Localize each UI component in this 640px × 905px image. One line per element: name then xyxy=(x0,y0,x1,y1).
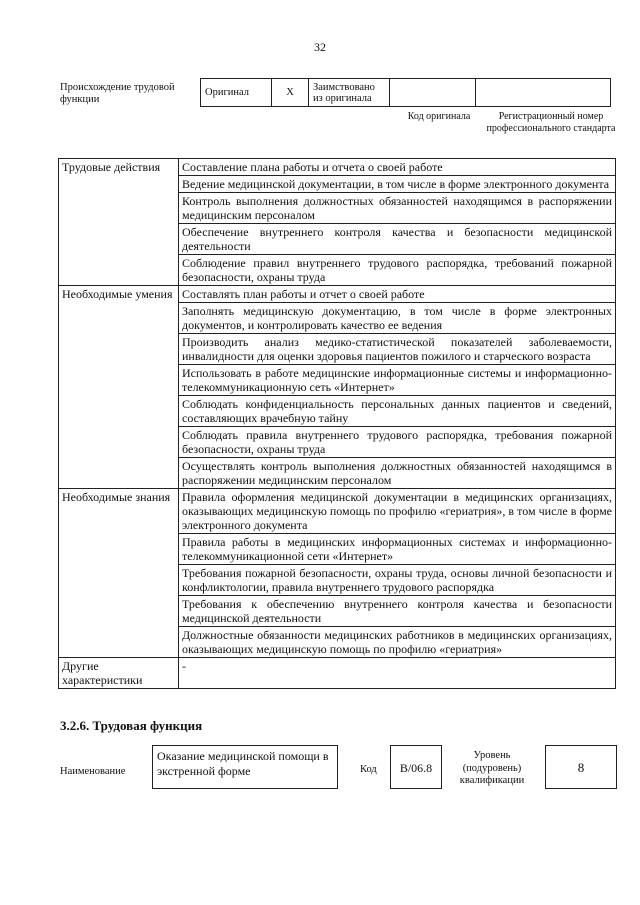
row-item: - xyxy=(179,658,616,689)
origin-reg-caption: Регистрационный номер профессионального стандарта xyxy=(486,111,616,134)
row-item: Соблюдать правила внутреннего трудового распорядка, требования пожарной безопасности, охраны труда xyxy=(179,427,616,458)
row-item: Использовать в работе медицинские информационные системы и информационно-телекоммуникационную сеть «Интернет» xyxy=(179,365,616,396)
origin-mark-cell: X xyxy=(272,79,309,107)
row-item: Осуществлять контроль выполнения должностных обязанностей находящимся в распоряжении медицинским персоналом xyxy=(179,458,616,489)
name-label: Наименование xyxy=(60,766,126,777)
row-item: Правила работы в медицинских информационных системах и информационно-телекоммуникационной сети «Интернет» xyxy=(179,534,616,565)
table-row xyxy=(59,159,616,176)
level-value: 8 xyxy=(545,745,617,789)
row-heading: Необходимые знания xyxy=(59,489,179,658)
row-item: Составление плана работы и отчета о своей работе xyxy=(179,159,616,176)
row-item: Соблюдение правил внутреннего трудового распорядка, требований пожарной безопасности, охраны труда xyxy=(179,255,616,286)
name-value: Оказание медицинской помощи в экстренной форме xyxy=(152,745,338,789)
row-heading: Трудовые действия xyxy=(59,159,179,286)
table-row xyxy=(59,489,616,534)
code-label: Код xyxy=(360,764,377,775)
row-item: Соблюдать конфиденциальность персональных данных пациентов и сведений, составляющих врачебную тайну xyxy=(179,396,616,427)
row-item: Производить анализ медико-статистической показателей заболеваемости, инвалидности для оценки здоровья пациентов пожилого и старческого возраста xyxy=(179,334,616,365)
row-item: Составлять план работы и отчет о своей работе xyxy=(179,286,616,303)
row-heading: Необходимые умения xyxy=(59,286,179,489)
origin-table xyxy=(200,78,611,107)
row-item: Требования к обеспечению внутреннего контроля качества и безопасности медицинской деятельности xyxy=(179,596,616,627)
section-title: 3.2.6. Трудовая функция xyxy=(60,718,203,733)
code-value: В/06.8 xyxy=(390,745,442,789)
row-item: Обеспечение внутреннего контроля качества и безопасности медицинской деятельности xyxy=(179,224,616,255)
origin-original-cell: Оригинал xyxy=(201,79,272,107)
row-item: Правила оформления медицинской документации в медицинских организациях, оказывающих медицинскую помощь по профилю «гериатрия», в том числе в форме электронного документа xyxy=(179,489,616,534)
row-item: Требования пожарной безопасности, охраны труда, основы личной безопасности и конфликтологии, правила внутреннего трудового распорядка xyxy=(179,565,616,596)
row-item: Контроль выполнения должностных обязанностей находящимся в распоряжении медицинским персоналом xyxy=(179,193,616,224)
origin-code-cell xyxy=(390,79,476,107)
origin-borrowed-cell: Заимствовано из оригинала xyxy=(309,79,390,107)
origin-code-caption: Код оригинала xyxy=(407,111,471,122)
origin-reg-cell xyxy=(476,79,611,107)
table-row xyxy=(59,658,616,689)
origin-label: Происхождение трудовой функции xyxy=(60,82,175,105)
row-item: Ведение медицинской документации, в том числе в форме электронного документа xyxy=(179,176,616,193)
row-item: Заполнять медицинскую документацию, в том числе в форме электронных документов, и контролировать качество ее ведения xyxy=(179,303,616,334)
labor-function-table xyxy=(58,158,616,689)
page-number: 32 xyxy=(314,40,326,54)
level-label: Уровень (подуровень) квалификации xyxy=(459,750,525,786)
table-row xyxy=(59,286,616,303)
row-item: Должностные обязанности медицинских работников в медицинских организациях, оказывающих медицинскую помощь по профилю «гериатрия» xyxy=(179,627,616,658)
row-heading: Другие характеристики xyxy=(59,658,179,689)
